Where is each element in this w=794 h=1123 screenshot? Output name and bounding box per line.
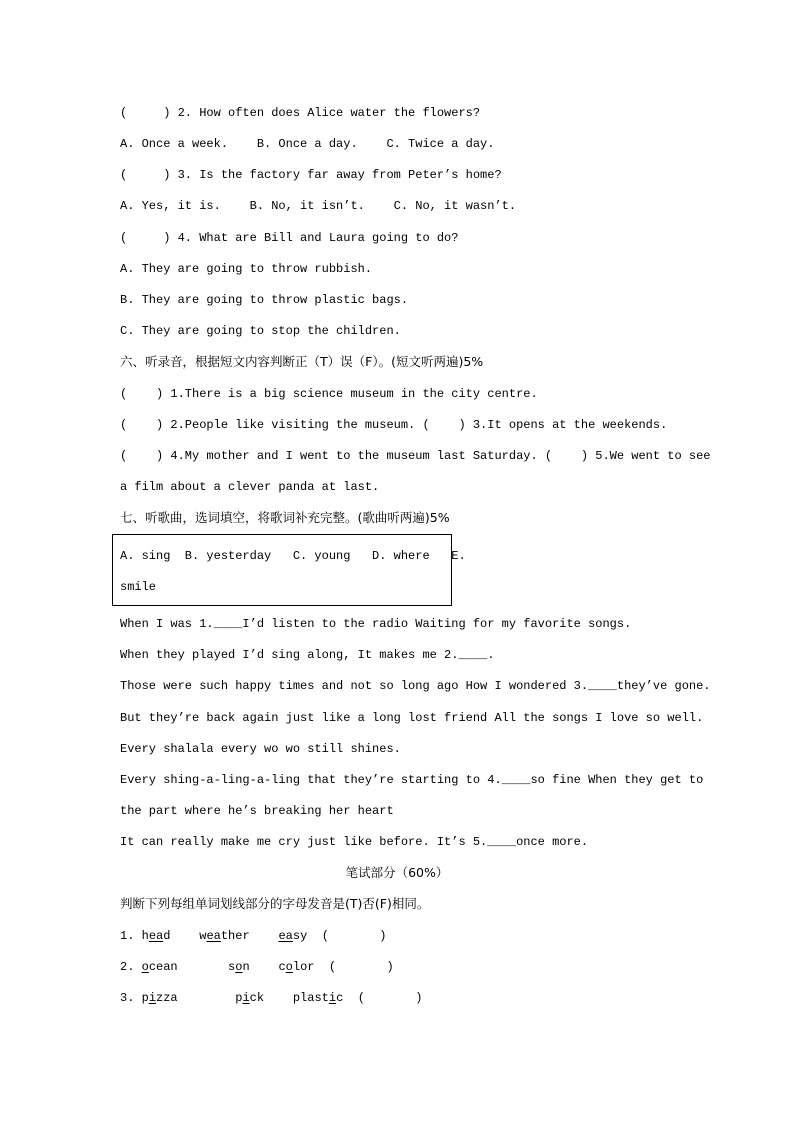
item-number: 1.	[120, 929, 135, 943]
question-3: ( ) 3. Is the factory far away from Peter’s home?	[120, 168, 502, 182]
written-part-title: 笔试部分（60%）	[345, 865, 449, 880]
lyric-line: the part where he’s breaking her heart	[120, 804, 394, 818]
lyric-line: When they played I’d sing along, It makes me 2.____.	[120, 648, 495, 662]
word: son	[228, 960, 250, 974]
word-bank-line-1: A. sing B. yesterday C. young D. where E.	[120, 549, 466, 563]
lyric-line: But they’re back again just like a long lost friend All the songs I love so well.	[120, 711, 704, 725]
word: ocean	[141, 960, 178, 974]
section-6-line-1: ( ) 1.There is a big science museum in the city centre.	[120, 387, 538, 401]
answer-blank: ( )	[321, 929, 387, 943]
lyric-line: It can really make me cry just like before. It’s 5.____once more.	[120, 835, 589, 849]
section-6-line-2: ( ) 2.People like visiting the museum. ( ) 3.It opens at the weekends.	[120, 418, 668, 432]
question-4: ( ) 4. What are Bill and Laura going to do?	[120, 231, 459, 245]
word: color	[278, 960, 315, 974]
answer-blank: ( )	[328, 960, 394, 974]
question-2: ( ) 2. How often does Alice water the flowers?	[120, 106, 481, 120]
question-4-option-b: B. They are going to throw plastic bags.	[120, 293, 409, 307]
section-6-heading: 六、听录音，根据短文内容判断正（T）误（F）。(短文听两遍)5%	[120, 354, 484, 369]
question-4-option-a: A. They are going to throw rubbish.	[120, 262, 373, 276]
answer-blank: ( )	[357, 991, 423, 1005]
lyric-line: When I was 1.____I’d listen to the radio Waiting for my favorite songs.	[120, 617, 632, 631]
question-3-options: A. Yes, it is. B. No, it isn’t. C. No, it wasn’t.	[120, 199, 517, 213]
item-number: 2.	[120, 960, 135, 974]
phonics-item-1	[120, 928, 387, 944]
word: weather	[199, 929, 250, 943]
word-bank-line-2: smile	[120, 580, 157, 594]
question-4-option-c: C. They are going to stop the children.	[120, 324, 401, 338]
word: easy	[278, 929, 308, 943]
section-7-heading: 七、听歌曲，选词填空，将歌词补充完整。(歌曲听两遍)5%	[120, 510, 450, 525]
word: pizza	[141, 991, 178, 1005]
written-part-instruction: 判断下列每组单词划线部分的字母发音是(T)否(F)相同。	[120, 896, 430, 911]
word: head	[141, 929, 171, 943]
section-6-line-4: a film about a clever panda at last.	[120, 480, 380, 494]
lyric-line: Those were such happy times and not so long ago How I wondered 3.____they’ve gone.	[120, 679, 711, 693]
lyric-line: Every shing-a-ling-a-ling that they’re starting to 4.____so fine When they get to	[120, 773, 704, 787]
phonics-item-3	[120, 990, 423, 1006]
item-number: 3.	[120, 991, 135, 1005]
word: plastic	[292, 991, 344, 1005]
lyric-line: Every shalala every wo wo still shines.	[120, 742, 401, 756]
section-6-line-3: ( ) 4.My mother and I went to the museum last Saturday. ( ) 5.We went to see	[120, 449, 711, 463]
word: pick	[235, 991, 265, 1005]
phonics-item-2	[120, 959, 394, 975]
question-2-options: A. Once a week. B. Once a day. C. Twice a day.	[120, 137, 495, 151]
word-bank-box	[112, 534, 466, 606]
